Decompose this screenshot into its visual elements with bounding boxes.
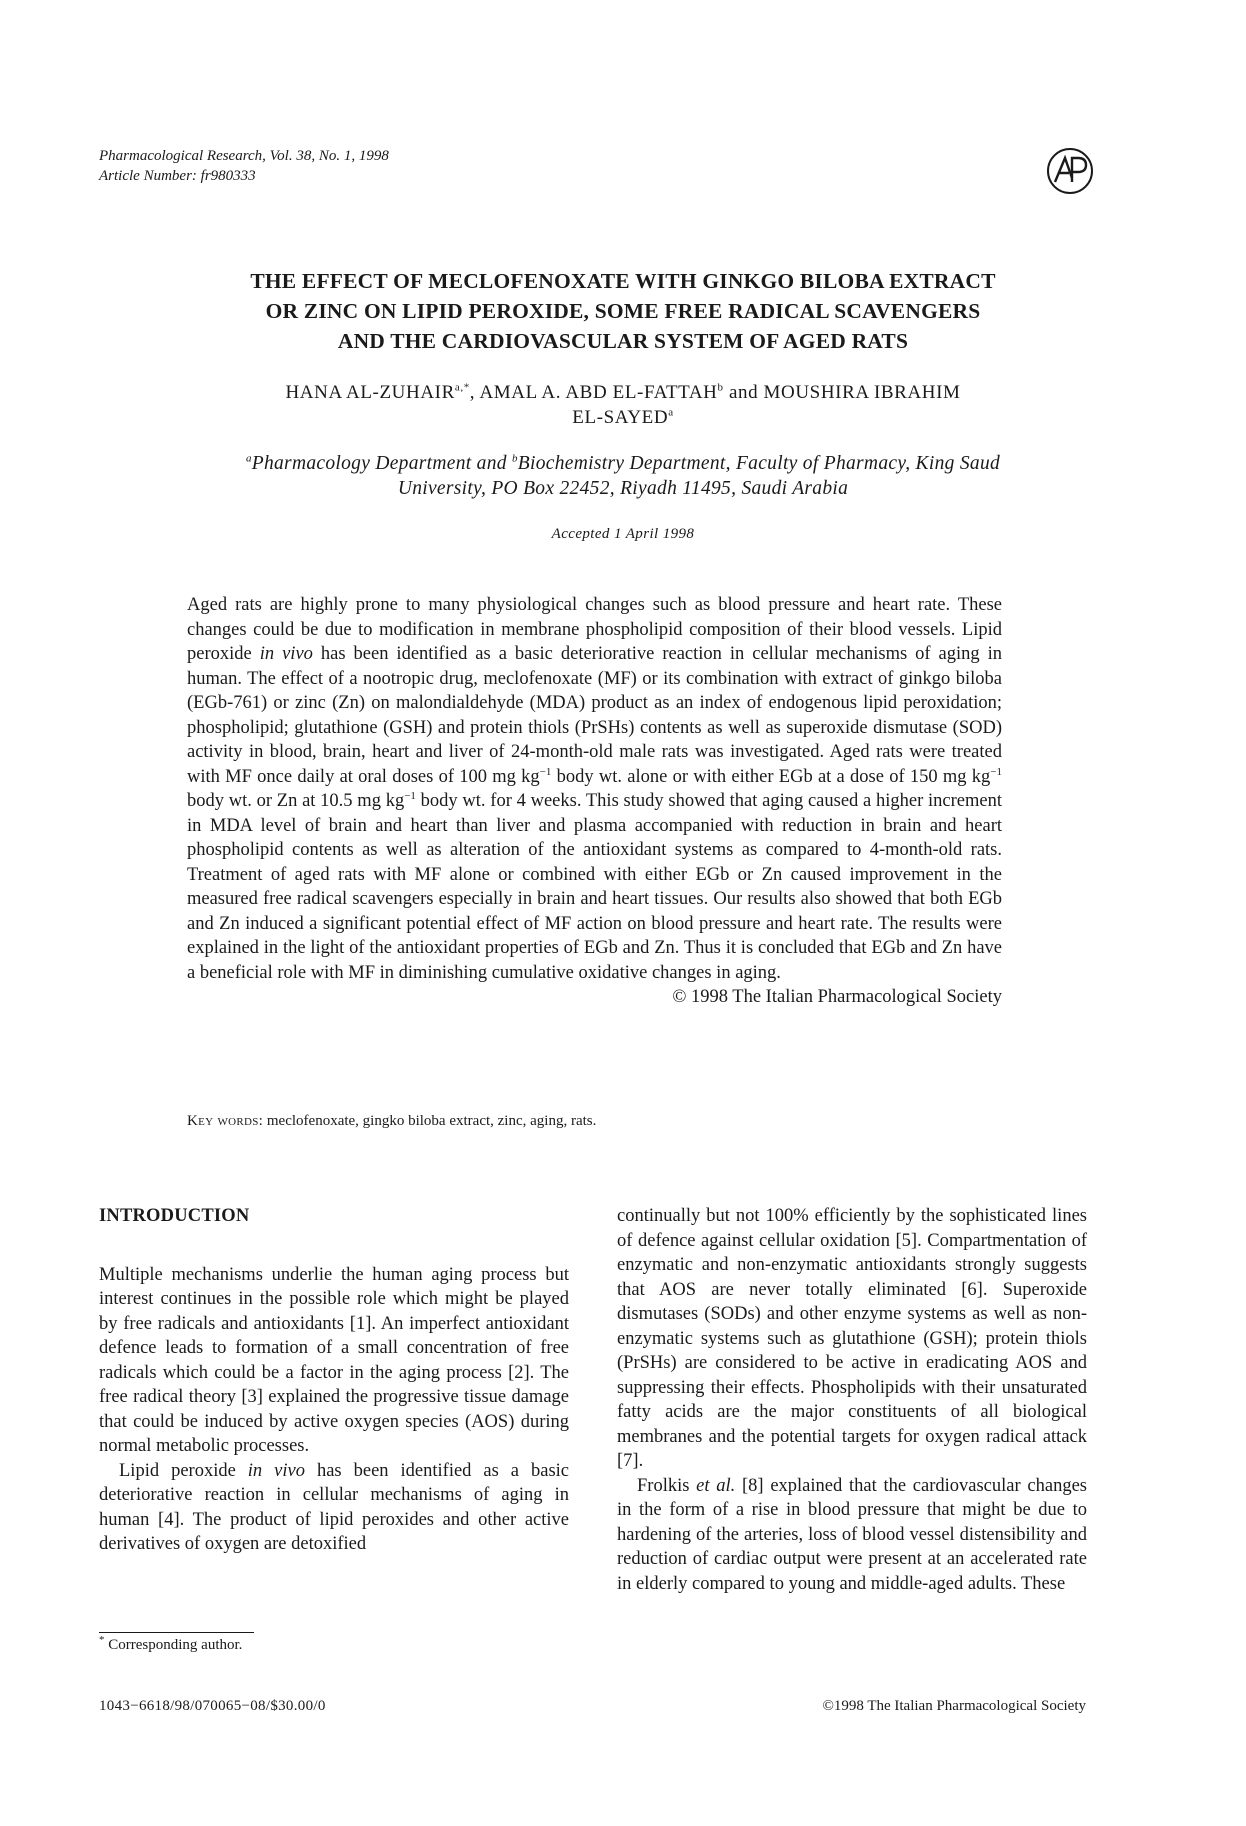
author-affiliation-mark: b [717,381,724,394]
ap-logo-icon [1045,146,1095,196]
paragraph: continually but not 100% efficiently by the sophisticated lines of defence against cellular oxidation [5]. Compartmentation of enzymatic and non-enzymatic antioxidants strongly suggests that AOS are never totally eliminated [6]. Superoxide dismutases (SODs) and other enzyme systems as well as non-enzymatic systems such as glutathione (GSH); protein thiols (PrSHs) are considered to be active in eradicating AOS and suppressing their effects. Phospholipids with their unsaturated fatty acids are the major constituents of all biological membranes and the potential targets for oxygen radical attack [7]. [617,1206,1087,1471]
body-column-left [99,1204,569,1557]
author-name: HANA AL-ZUHAIR [285,382,455,403]
paragraph: Frolkis et al. [8] explained that the cardiovascular changes in the form of a rise in blood pressure that might be due to hardening of the arteries, loss of blood vessel distensibility and reduction of cardiac output were present at an accelerated rate in elderly compared to young and middle-aged adults. These [617,1475,1087,1594]
article-number: Article Number: fr980333 [99,168,256,184]
section-heading: INTRODUCTION [99,1206,250,1226]
footnote-text: Corresponding author. [104,1637,243,1653]
affiliation-text: Biochemistry Department, Faculty of Pharmacy, King Saud [517,453,1001,474]
keywords-label: Key words: [187,1113,264,1129]
author-separator: and [723,382,764,403]
footnote [99,1634,243,1654]
journal-citation: Pharmacological Research, Vol. 38, No. 1, 1998 [99,148,389,164]
paragraph: Lipid peroxide in vivo has been identified as a basic deteriorative reaction in cellular mechanisms of aging in human [4]. The product of lipid peroxides and other active derivatives of oxygen are detoxified [99,1460,570,1554]
author-affiliation-mark: a [668,406,674,419]
body-column-right [617,1204,1087,1596]
footnote-divider [99,1632,254,1633]
affiliation-mark: a [245,452,252,465]
paragraph: Multiple mechanisms underlie the human aging process but interest continues in the possible role which might be played by free radicals and antioxidants [1]. An imperfect antioxidant defence leads to formation of a small concentration of free radicals which could be a factor in the aging process [2]. The free radical theory [3] explained the progressive tissue damage that could be induced by active oxygen species (AOS) during normal metabolic processes. [99,1264,569,1456]
abstract-copyright: © 1998 The Italian Pharmacological Society [672,987,1002,1007]
accepted-date: Accepted 1 April 1998 [551,526,695,542]
article-title [99,266,1147,356]
author-name: MOUSHIRA IBRAHIM [763,382,961,403]
footer-copyright: ©1998 The Italian Pharmacological Society [822,1698,1086,1714]
publication-code: 1043−6618/98/070065−08/$30.00/0 [99,1698,326,1714]
affiliation-text: Pharmacology Department and [251,453,512,474]
title-line: THE EFFECT OF MECLOFENOXATE WITH GINKGO BILOBA EXTRACT [250,269,996,293]
abstract-text: Aged rats are highly prone to many physiological changes such as blood pressure and heart rate. These changes could be due to modification in membrane phospholipid composition of their blood vessels. Lipid peroxide in vivo has been identified as a basic deteriorative reaction in cellular mechanisms of aging in human. The effect of a nootropic drug, meclofenoxate (MF) or its combination with extract of ginkgo biloba (EGb-761) or zinc (Zn) on malondialdehyde (MDA) product as an index of endogenous lipid peroxidation; phospholipid; glutathione (GSH) and protein thiols (PrSHs) contents as well as superoxide dismutase (SOD) activity in blood, brain, heart and liver of 24-month-old male rats was investigated. Aged rats were treated with MF once daily at oral doses of 100 mg $kg^{-1}$ body wt. alone or with either EGb at a dose of 150 mg $kg^{-1}$ body wt. or Zn at 10.5 mg $kg^{-1}$ body wt. for 4 weeks. This study showed that aging caused a higher increment in MDA level of brain and heart than liver and plasma accompanied with reduction in brain and heart phospholipid contents as well as alteration of the antioxidant systems as compared to 4-month-old rats. Treatment of aged rats with MF alone or combined with either EGb or Zn caused improvement in the measured free radical scavengers especially in brain and heart tissues. Our results also showed that both EGb and Zn induced a significant potential effect of MF action on blood pressure and heart rate. The results were explained in the light of the antioxidant properties of EGb and Zn. Thus it is concluded that EGb and Zn have a beneficial role with MF in diminishing cumulative oxidative changes in aging. [187,595,1002,983]
keywords [187,1111,1002,1131]
title-line: OR ZINC ON LIPID PEROXIDE, SOME FREE RADICAL SCAVENGERS [265,299,981,323]
author-name: EL-SAYED [572,407,669,428]
affiliation-text: University, PO Box 22452, Riyadh 11495, Saudi Arabia [397,478,849,499]
author-name: AMAL A. ABD EL-FATTAH [479,382,718,403]
affiliation-mark: b [511,452,518,465]
keywords-text: meclofenoxate, gingko biloba extract, zinc, aging, rats. [263,1113,597,1129]
affiliation [99,451,1147,501]
abstract [187,593,1002,1010]
author-affiliation-mark: a,* [454,381,470,394]
author-separator: , [469,382,480,403]
author-list [99,380,1147,430]
title-line: AND THE CARDIOVASCULAR SYSTEM OF AGED RATS [337,329,909,353]
footnote-mark: * [99,1634,105,1646]
journal-header [99,146,389,186]
